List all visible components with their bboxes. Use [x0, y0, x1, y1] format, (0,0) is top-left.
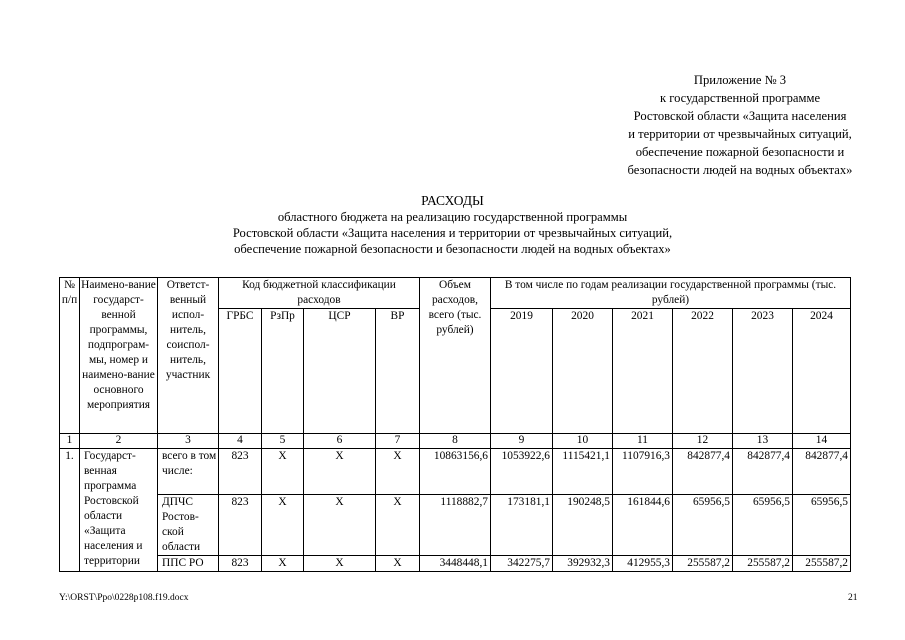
appendix-line: Приложение № 3: [693, 73, 787, 87]
year-value-cell: 65956,5: [733, 495, 793, 556]
index-cell: 2: [80, 434, 158, 449]
grbs-cell: 823: [219, 556, 262, 572]
heading-line: обеспечение пожарной безопасности и безопасности людей на водных объектах»: [234, 242, 671, 256]
rzpr-cell: Х: [262, 556, 304, 572]
year-value-cell: 842877,4: [793, 449, 851, 495]
rzpr-cell: Х: [262, 449, 304, 495]
csr-cell: Х: [304, 449, 376, 495]
table-row: [60, 449, 851, 495]
grbs-cell: 823: [219, 495, 262, 556]
index-cell: 3: [158, 434, 219, 449]
volume-cell: 3448448,1: [420, 556, 491, 572]
index-cell: 10: [553, 434, 613, 449]
vr-cell: Х: [376, 556, 420, 572]
header-year: 2022: [673, 309, 733, 434]
header-year: 2024: [793, 309, 851, 434]
year-value-cell: 255587,2: [733, 556, 793, 572]
grbs-cell: 823: [219, 449, 262, 495]
table-row: [60, 495, 851, 556]
expenses-table: [59, 277, 851, 572]
index-cell: 6: [304, 434, 376, 449]
header-year: 2021: [613, 309, 673, 434]
year-value-cell: 392932,3: [553, 556, 613, 572]
vr-cell: Х: [376, 495, 420, 556]
year-value-cell: 1115421,1: [553, 449, 613, 495]
year-value-cell: 842877,4: [733, 449, 793, 495]
header-csr: ЦСР: [304, 309, 376, 434]
csr-cell: Х: [304, 495, 376, 556]
appendix-line: обеспечение пожарной безопасности и: [635, 145, 845, 159]
index-row: [60, 434, 851, 449]
index-cell: 5: [262, 434, 304, 449]
year-value-cell: 1107916,3: [613, 449, 673, 495]
header-responsible: Ответст-венный испол-нитель, соиспол-нитель, участник: [158, 278, 219, 434]
year-value-cell: 1053922,6: [491, 449, 553, 495]
index-cell: 9: [491, 434, 553, 449]
header-volume: Объем расходов, всего (тыс. рублей): [420, 278, 491, 434]
volume-cell: 1118882,7: [420, 495, 491, 556]
header-year: 2019: [491, 309, 553, 434]
header-name: Наимено-вание государст-венной программы, подпрограм-мы, номер и наимено-вание основного мероприятия: [80, 278, 158, 434]
footer-page-number: 21: [848, 593, 858, 603]
table-row: [60, 556, 851, 572]
volume-cell: 10863156,6: [420, 449, 491, 495]
appendix-header: [560, 71, 905, 179]
header-code-group: Код бюджетной классификации расходов: [219, 278, 420, 309]
index-cell: 7: [376, 434, 420, 449]
index-cell: 12: [673, 434, 733, 449]
year-value-cell: 190248,5: [553, 495, 613, 556]
appendix-line: к государственной программе: [659, 91, 821, 105]
index-cell: 13: [733, 434, 793, 449]
year-value-cell: 65956,5: [793, 495, 851, 556]
heading-line: областного бюджета на реализацию государственной программы: [277, 210, 628, 224]
year-value-cell: 161844,6: [613, 495, 673, 556]
appendix-line: безопасности людей на водных объектах»: [627, 163, 853, 177]
csr-cell: Х: [304, 556, 376, 572]
header-no: № п/п: [60, 278, 80, 434]
item-name: Государст-венная программа Ростовской области «Защита населения и территории: [80, 449, 158, 572]
header-year: 2023: [733, 309, 793, 434]
year-value-cell: 173181,1: [491, 495, 553, 556]
header-years-group: В том числе по годам реализации государственной программы (тыс. рублей): [491, 278, 851, 309]
index-cell: 11: [613, 434, 673, 449]
year-value-cell: 842877,4: [673, 449, 733, 495]
index-cell: 1: [60, 434, 80, 449]
index-cell: 4: [219, 434, 262, 449]
responsible-cell: всего в том числе:: [158, 449, 219, 495]
responsible-cell: ДПЧС Ростов-ской области: [158, 495, 219, 556]
year-value-cell: 412955,3: [613, 556, 673, 572]
index-cell: 8: [420, 434, 491, 449]
document-heading: [0, 193, 905, 257]
year-value-cell: 255587,2: [793, 556, 851, 572]
year-value-cell: 255587,2: [673, 556, 733, 572]
vr-cell: Х: [376, 449, 420, 495]
header-year: 2020: [553, 309, 613, 434]
header-row: [60, 278, 851, 309]
heading-line: Ростовской области «Защита населения и территории от чрезвычайных ситуаций,: [232, 226, 673, 240]
header-rzpr: РзПр: [262, 309, 304, 434]
footer-file-path: Y:\ORST\Ppo\0228p108.f19.docx: [59, 593, 189, 603]
document-title: РАСХОДЫ: [421, 193, 484, 208]
header-grbs: ГРБС: [219, 309, 262, 434]
header-vr: ВР: [376, 309, 420, 434]
item-number: 1.: [60, 449, 80, 572]
appendix-line: Ростовской области «Защита населения: [633, 109, 847, 123]
rzpr-cell: Х: [262, 495, 304, 556]
index-cell: 14: [793, 434, 851, 449]
year-value-cell: 65956,5: [673, 495, 733, 556]
appendix-line: и территории от чрезвычайных ситуаций,: [628, 127, 852, 141]
responsible-cell: ППС РО: [158, 556, 219, 572]
year-value-cell: 342275,7: [491, 556, 553, 572]
